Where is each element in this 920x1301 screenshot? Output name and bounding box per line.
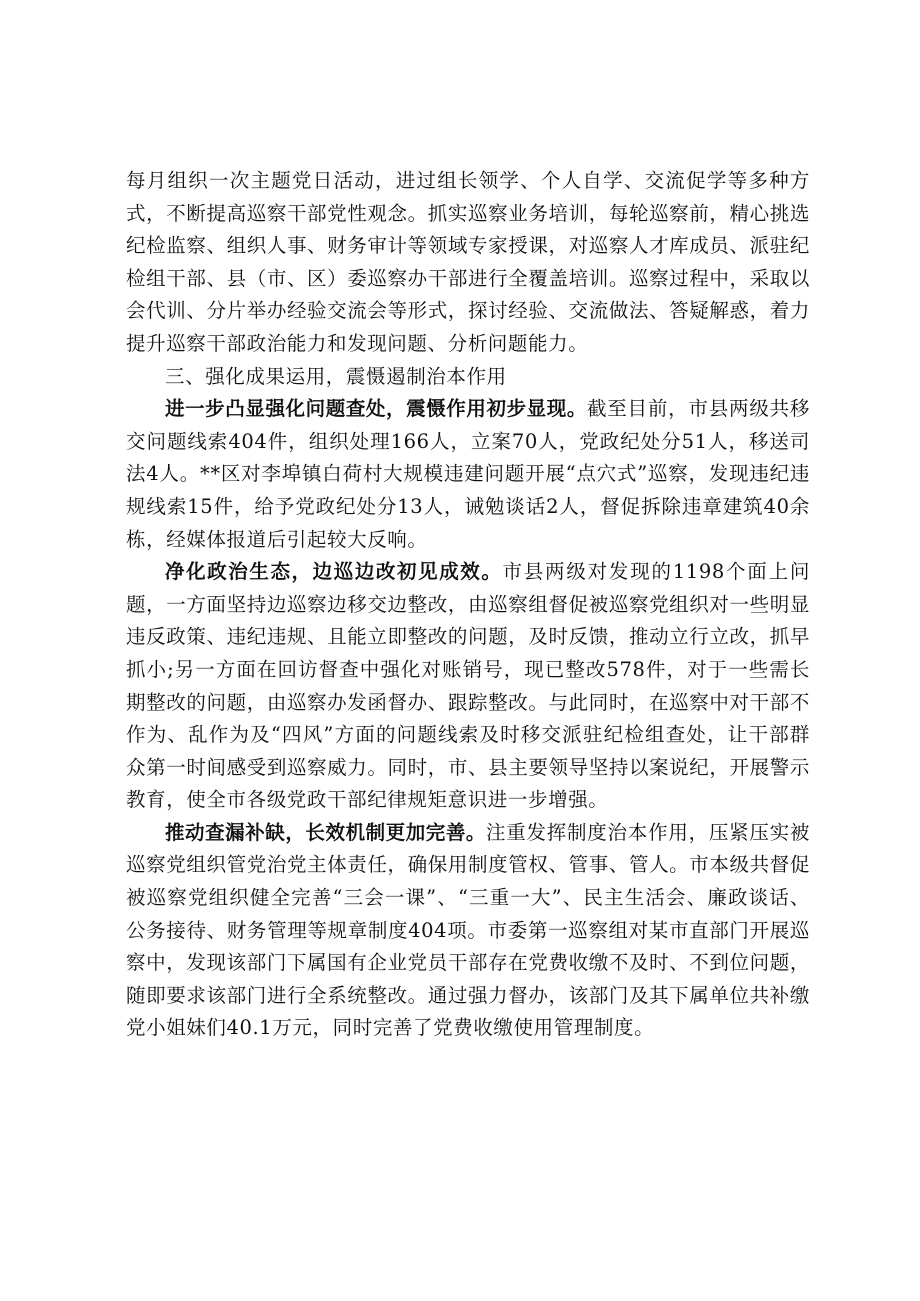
continuation-paragraph: 每月组织一次主题党日活动，进过组长领学、个人自学、交流促学等多种方式，不断提高巡察干部党性观念。抓实巡察业务培训，每轮巡察前，精心挑选纪检监察、组织人事、财务审计等领域专家授课，对巡察人才库成员、派驻纪检组干部、县（市、区）委巡察办干部进行全覆盖培训。巡察过程中，采取以会代训、分片举办经验交流会等形式，探讨经验、交流做法、答疑解惑，着力提升巡察干部政治能力和发现问题、分析问题能力。: [126, 169, 810, 355]
paragraph-lead: 进一步凸显强化问题查处，震慑作用初步显现。: [165, 397, 587, 421]
paragraph-body: 注重发挥制度治本作用，压紧压实被巡察党组织管党治党主体责任，确保用制度管权、管事、管人。市本级共督促被巡察党组织健全完善“三会一课”、“三重一大”、民主生活会、廉政谈话、公务接待、财务管理等规章制度404项。市委第一巡察组对某市直部门开展巡察中，发现该部门下属国有企业党员干部存在党费收缴不及时、不到位问题，随即要求该部门进行全系统整改。通过强力督办，该部门及其下属单位共补缴党小姐妹们40.1万元，同时完善了党费收缴使用管理制度。: [126, 820, 810, 1040]
paragraph-body: 市县两级对发现的1198个面上问题，一方面坚持边巡察边移交边整改，由巡察组督促被巡察党组织对一些明显违反政策、违纪违规、且能立即整改的问题，及时反馈，推动立行立改，抓早抓小;另一方面在回访督查中强化对账销号，现已整改578件，对于一些需长期整改的问题，由巡察办发函督办、跟踪整改。与此同时，在巡察中对干部不作为、乱作为及“四风”方面的问题线索及时移交派驻纪检组查处，让干部群众第一时间感受到巡察威力。同时，市、县主要领导坚持以案说纪，开展警示教育，使全市各级党政干部纪律规矩意识进一步增强。: [126, 560, 810, 812]
paragraph-lead: 推动查漏补缺，长效机制更加完善。: [165, 820, 486, 844]
paragraph-body: 截至目前，市县两级共移交问题线索404件，组织处理166人，立案70人，党政纪处分51人，移送司法4人。**区对李埠镇白荷村大规模违建问题开展“点穴式”巡察，发现违纪违规线索15件，给予党政纪处分13人，诫勉谈话2人，督促拆除违章建筑40余栋，经媒体报道后引起较大反响。: [126, 397, 810, 551]
paragraph-problem-handling: [126, 393, 810, 556]
paragraph-long-term-mechanism: [126, 817, 810, 1045]
section-heading: 三、强化成果运用，震慑遏制治本作用: [165, 364, 507, 388]
paragraph-lead: 净化政治生态，边巡边改初见成效。: [165, 560, 503, 584]
paragraph-political-ecology: [126, 556, 810, 817]
document-body: [126, 165, 810, 1045]
